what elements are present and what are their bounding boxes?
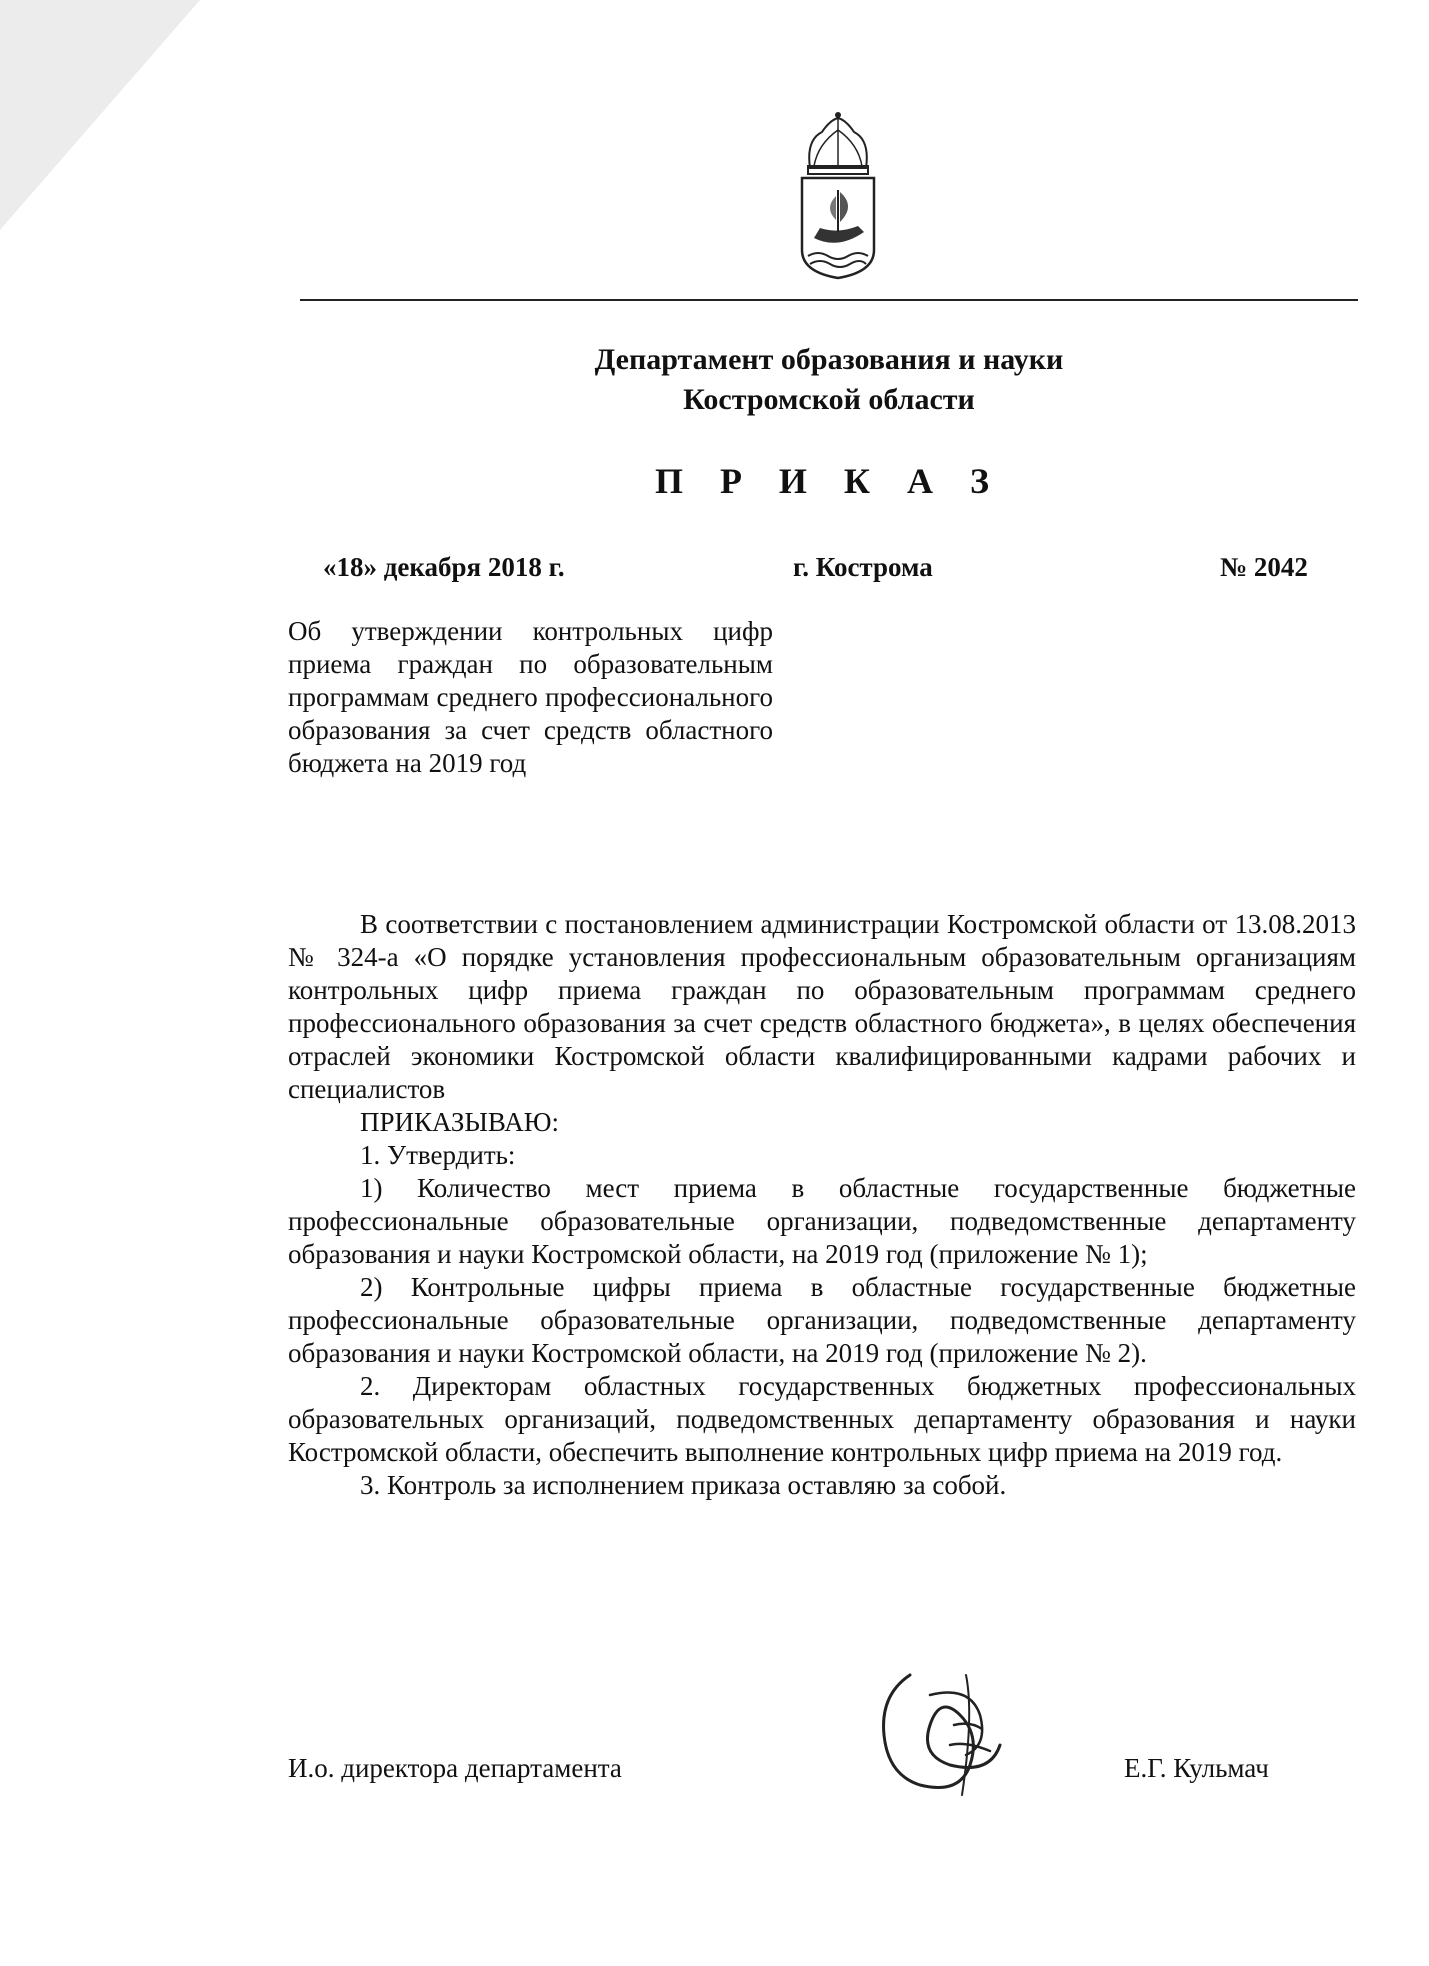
department-line-2: Костромской области — [683, 383, 975, 416]
item-1: 1. Утвердить: — [360, 1140, 516, 1170]
order-city: г. Кострома — [793, 552, 933, 582]
department-line-1: Департамент образования и науки — [594, 343, 1064, 376]
header-rule — [300, 299, 1358, 301]
item-1-2: 2) Контрольные цифры приема в областные государственные бюджетные профессиональные образовательные организации, подведомственные департаменту образования и науки Костромской области, на 2019 год (приложение № 2). — [288, 1272, 1356, 1368]
order-subject: Об утверждении контрольных цифр приема граждан по образовательным программам среднего профессионального образования за счет средств областного бюджета на 2019 год — [288, 616, 773, 778]
order-date: «18» декабря 2018 г. — [323, 552, 565, 582]
scan-corner-fold — [0, 0, 200, 230]
kostroma-coat-of-arms-icon — [792, 110, 884, 280]
item-1-1: 1) Количество мест приема в областные государственные бюджетные профессиональные образовательные организации, подведомственные департаменту образования и науки Костромской области, на 2019 год (приложение № 1); — [288, 1173, 1356, 1269]
department-name — [300, 340, 1358, 420]
item-2: 2. Директорам областных государственных бюджетных профессиональных образовательных организаций, подведомственных департаменту образования и науки Костромской области, обеспечить выполнение контрольных цифр приема на 2019 год. — [288, 1371, 1356, 1467]
order-body — [288, 908, 1356, 1502]
order-number: № 2042 — [1220, 552, 1308, 582]
preamble-paragraph: В соответствии с постановлением администрации Костромской области от 13.08.2013 № 324-а «О порядке установления профессиональным образовательным организациям контрольных цифр приема граждан по образовательным программам среднего профессионального образования за счет средств областного бюджета», в целях обеспечения отраслей экономики Костромской области квалифицированными кадрами рабочих и специалистов — [288, 909, 1356, 1104]
order-word: ПРИКАЗЫВАЮ: — [360, 1107, 559, 1137]
document-type-title: П Р И К А З — [654, 461, 1004, 501]
signatory-name: Е.Г. Кульмач — [1124, 1753, 1269, 1783]
item-3: 3. Контроль за исполнением приказа оставляю за собой. — [360, 1470, 1007, 1500]
signatory-position: И.о. директора департамента — [288, 1753, 622, 1783]
handwritten-signature-icon — [870, 1655, 1030, 1815]
